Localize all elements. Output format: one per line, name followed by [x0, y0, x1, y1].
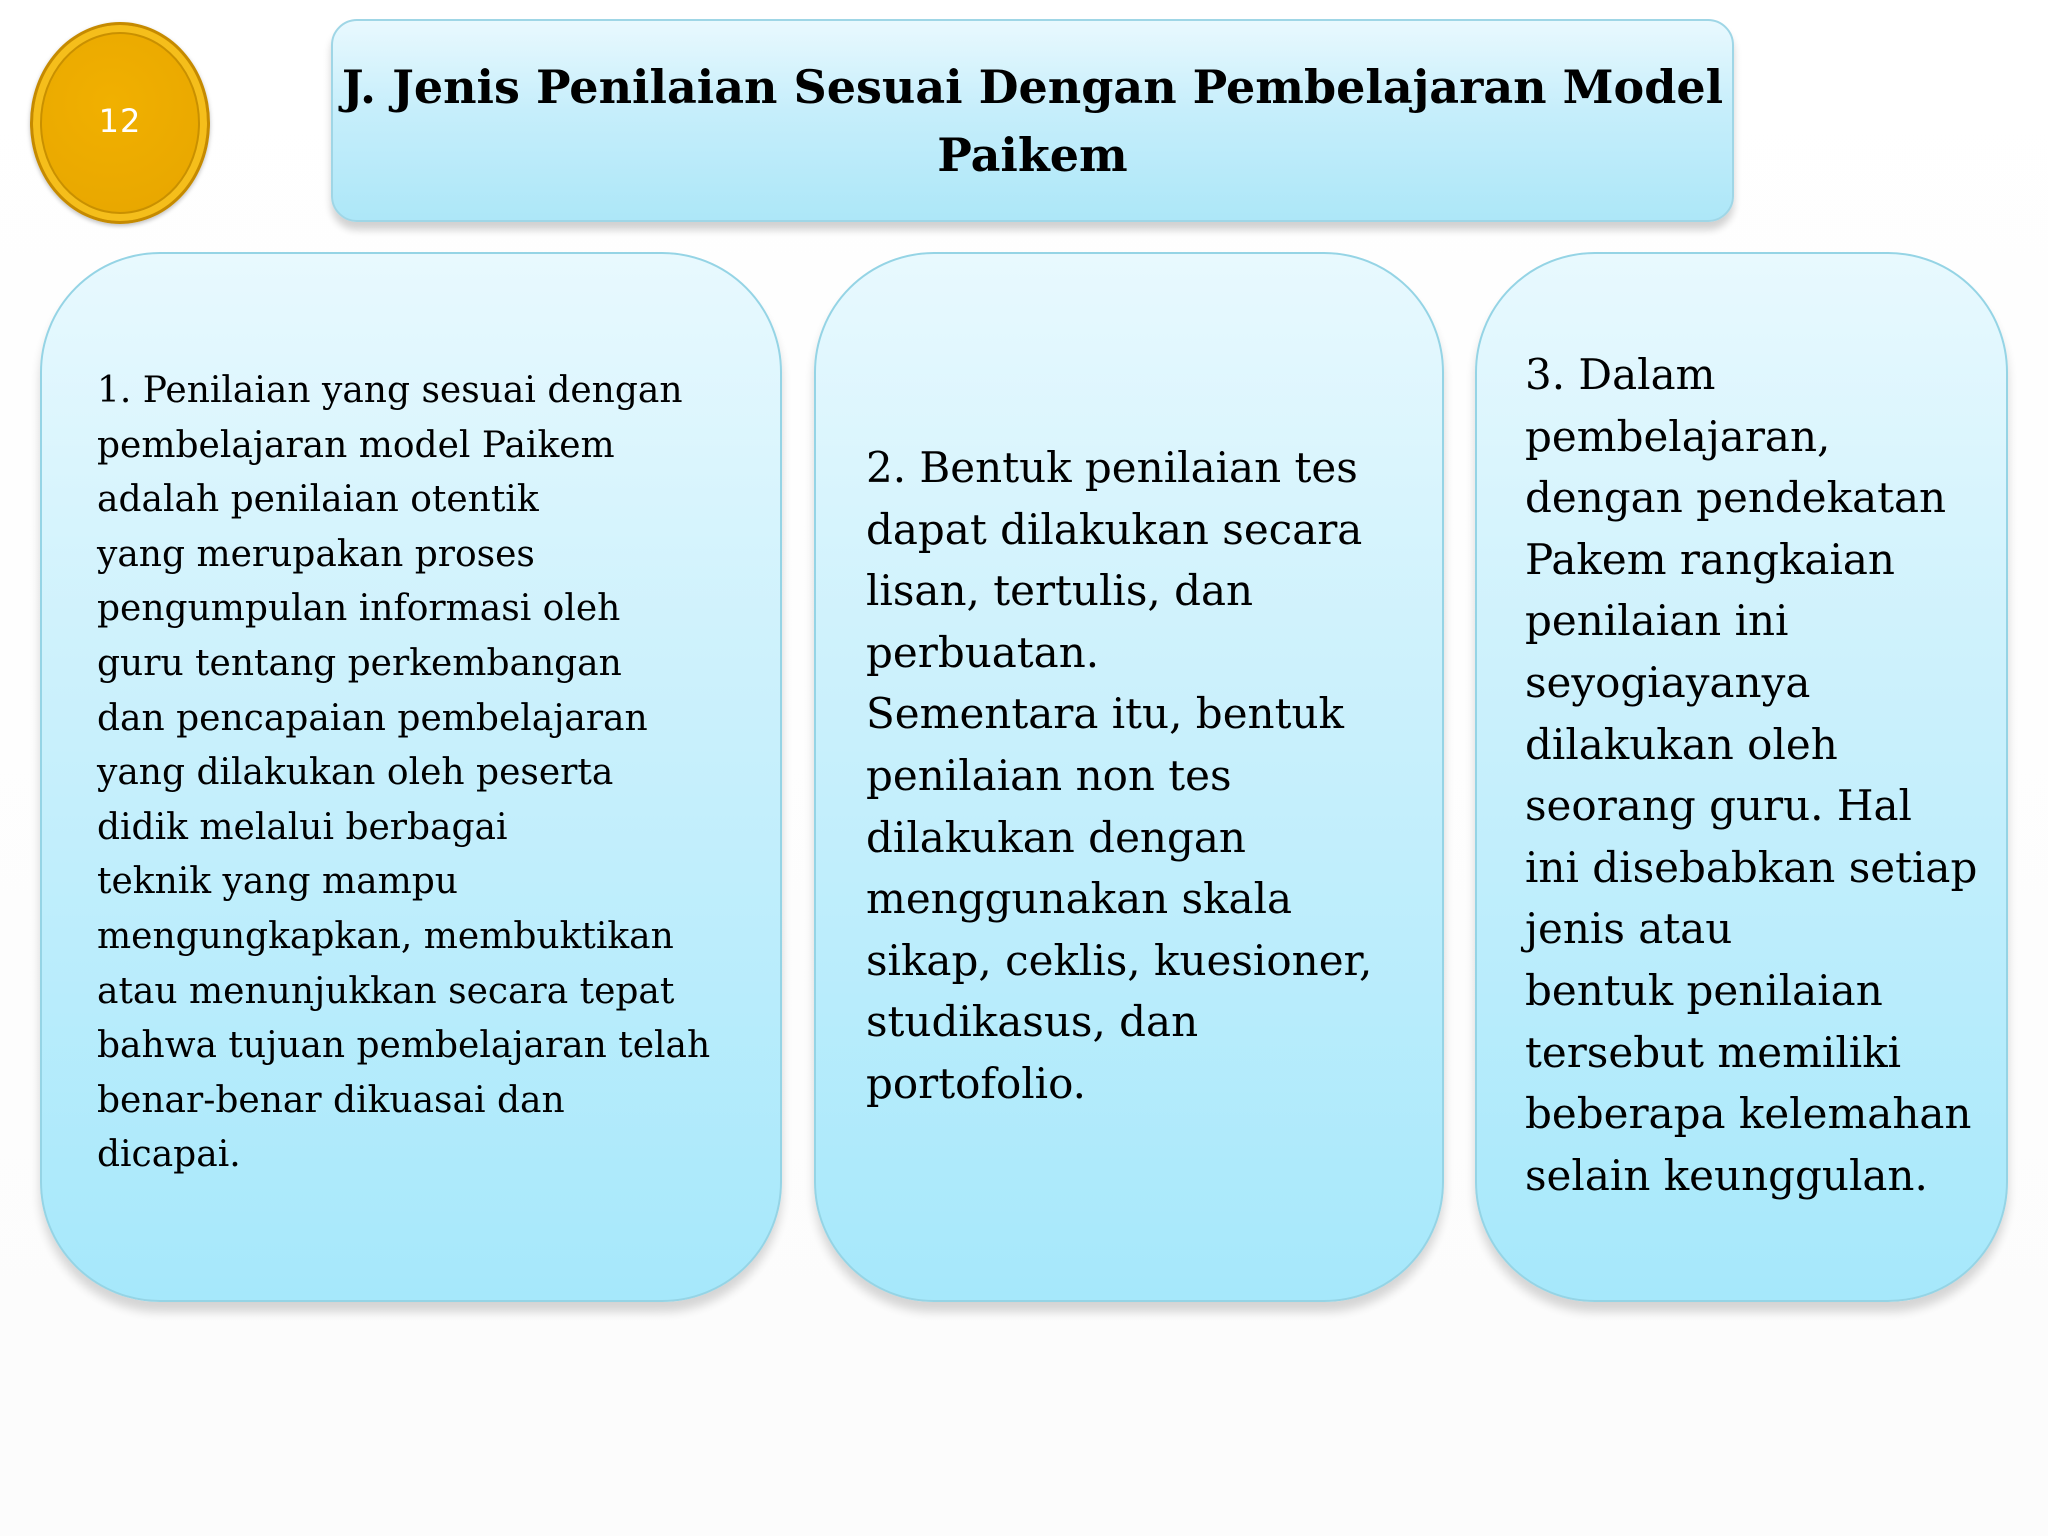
card-3-line: selain keunggulan. [1525, 1150, 1928, 1200]
card-3-line: seorang guru. Hal [1525, 781, 1912, 831]
card-3-line: bentuk penilaian [1525, 965, 1883, 1015]
slide-number: 12 [98, 102, 142, 140]
content-card-1 [40, 252, 782, 1302]
card-2-line: portofolio. [866, 1058, 1087, 1108]
card-3-text [1525, 344, 1995, 1206]
card-1-line: pengumpulan informasi oleh [97, 588, 621, 630]
card-1-line: atau menunjukkan secara tepat [97, 970, 675, 1012]
card-1-line: didik melalui berbagai [97, 806, 508, 848]
card-2-line: Sementara itu, bentuk [866, 689, 1344, 739]
card-3-line: dengan pendekatan [1525, 473, 1947, 523]
card-2-line: sikap, ceklis, kuesioner, [866, 935, 1373, 985]
card-2-line: perbuatan. [866, 627, 1100, 677]
card-3-line: dilakukan oleh [1525, 719, 1838, 769]
slide-title [342, 53, 1723, 189]
card-1-line: bahwa tujuan pembelajaran telah [97, 1025, 711, 1067]
card-1-line: dicapai. [97, 1134, 241, 1176]
content-card-2 [814, 252, 1444, 1302]
card-2-line: dilakukan dengan [866, 812, 1246, 862]
card-2-text [866, 437, 1426, 1115]
slide-title-line-2: Paikem [937, 127, 1128, 182]
card-1-line: dan pencapaian pembelajaran [97, 697, 648, 739]
card-1-line: yang merupakan proses [97, 533, 535, 575]
card-2-line: studikasus, dan [866, 997, 1199, 1047]
slide-title-line-1: J. Jenis Penilaian Sesuai Dengan Pembelajaran Model [341, 59, 1724, 114]
content-card-3 [1475, 252, 2008, 1302]
card-3-line: Pakem rangkaian [1525, 534, 1895, 584]
card-1-line: teknik yang mampu [97, 861, 458, 903]
card-2-line: penilaian non tes [866, 750, 1232, 800]
card-3-line: tersebut memiliki [1525, 1027, 1902, 1077]
card-3-line: penilaian ini [1525, 596, 1789, 646]
card-2-line: lisan, tertulis, dan [866, 566, 1254, 616]
card-2-line: dapat dilakukan secara [866, 504, 1363, 554]
slide-number-badge [30, 22, 210, 224]
card-3-line: pembelajaran, [1525, 411, 1831, 461]
card-1-line: pembelajaran model Paikem [97, 424, 615, 466]
card-1-line: 1. Penilaian yang sesuai dengan [97, 370, 683, 411]
card-1-line: yang dilakukan oleh peserta [97, 752, 614, 794]
card-3-line: jenis atau [1525, 904, 1733, 954]
card-2-line: 2. Bentuk penilaian tes [866, 443, 1358, 492]
card-3-line: beberapa kelemahan [1525, 1089, 1972, 1139]
card-1-line: benar-benar dikuasai dan [97, 1079, 565, 1121]
card-3-line: 3. Dalam [1525, 350, 1716, 399]
card-1-line: adalah penilaian otentik [97, 479, 539, 521]
card-1-text [97, 364, 757, 1183]
title-box [331, 19, 1734, 222]
card-1-line: mengungkapkan, membuktikan [97, 915, 674, 957]
card-1-line: guru tentang perkembangan [97, 642, 622, 684]
card-3-line: seyogiayanya [1525, 657, 1811, 707]
card-3-line: ini disebabkan setiap [1525, 842, 1978, 892]
card-2-line: menggunakan skala [866, 874, 1293, 924]
